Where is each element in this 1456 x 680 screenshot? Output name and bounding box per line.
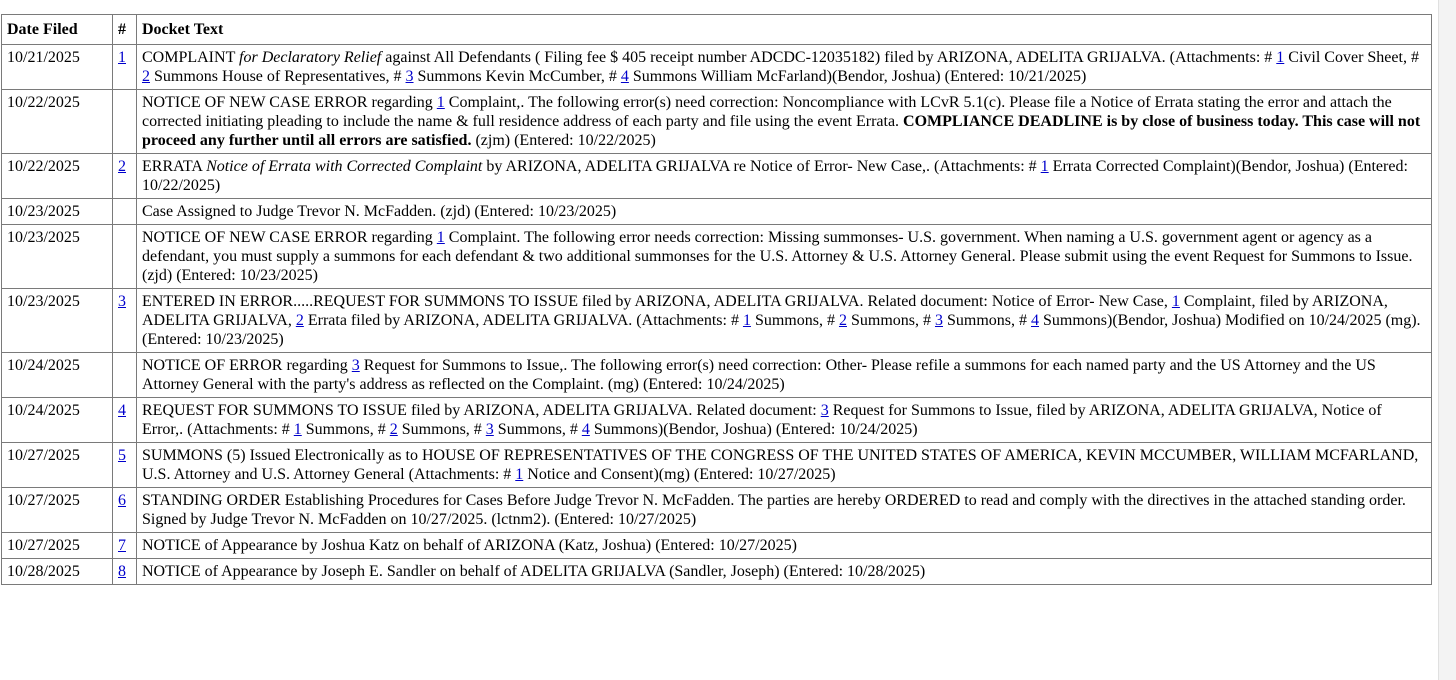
docket-entry-row — [2, 154, 1432, 199]
entry-date-filed: 10/27/2025 — [2, 533, 113, 559]
entry-number-cell — [113, 559, 137, 585]
docket-entry-row — [2, 533, 1432, 559]
vertical-scrollbar[interactable] — [1438, 0, 1456, 680]
attachment-link[interactable]: 1 — [742, 312, 751, 329]
document-number-link[interactable]: 1 — [118, 49, 126, 66]
entry-number-cell — [113, 154, 137, 199]
docket-text-fragment: Errata filed by ARIZONA, ADELITA GRIJALVA. (Attachments: # — [303, 312, 743, 329]
entry-date-filed: 10/21/2025 — [2, 45, 113, 90]
docket-text-fragment: Notice of Errata with Corrected Complaint — [206, 158, 483, 175]
attachment-link[interactable]: 2 — [838, 312, 847, 329]
docket-text-fragment: Summons, # — [397, 421, 486, 438]
entry-date-filed: 10/22/2025 — [2, 90, 113, 154]
docket-text-fragment: Summons Kevin McCumber, # — [413, 68, 621, 85]
docket-entry-row — [2, 225, 1432, 289]
entry-date-filed: 10/27/2025 — [2, 488, 113, 533]
attachment-link[interactable]: 1 — [1040, 158, 1049, 175]
attachment-link[interactable]: 2 — [295, 312, 304, 329]
entry-date-filed: 10/22/2025 — [2, 154, 113, 199]
docket-text-fragment: Complaint. The following error needs correction: Missing summonses- U.S. government. When naming a U.S. government agent or agency as a defendant, you must supply a summons for each defendant & two additional summonses for the U.S. Attorney & U.S. Attorney General. Please submit using the event Request for Summons to Issue. (zjd) (Entered: 10/23/2025) — [142, 229, 1413, 284]
docket-text-fragment: Summons)(Bendor, Joshua) (Entered: 10/24/2025) — [589, 421, 918, 438]
entry-docket-text — [137, 443, 1432, 488]
docket-text-fragment: Summons William McFarland)(Bendor, Joshua) (Entered: 10/21/2025) — [628, 68, 1087, 85]
docket-text-fragment: Summons)(Bendor, Joshua) Modified on 10/24/2025 (mg). (Entered: 10/23/2025) — [142, 312, 1421, 348]
docket-text-fragment: COMPLIANCE DEADLINE is by close of business today. This case will not proceed any further until all errors are satisfied. — [142, 113, 1421, 149]
entry-date-filed: 10/23/2025 — [2, 289, 113, 353]
docket-text-fragment: Summons, # — [301, 421, 390, 438]
attachment-link[interactable]: 2 — [142, 68, 150, 85]
docket-text-fragment: Request for Summons to Issue, filed by ARIZONA, ADELITA GRIJALVA, Notice of Error,. (Attachments: # — [142, 402, 1382, 438]
attachment-link[interactable]: 1 — [436, 229, 445, 246]
entry-docket-text — [137, 533, 1432, 559]
entry-number-cell — [113, 225, 137, 289]
entry-docket-text — [137, 90, 1432, 154]
docket-entry-row — [2, 45, 1432, 90]
document-number-link[interactable]: 2 — [118, 158, 126, 175]
docket-text-fragment: SUMMONS (5) Issued Electronically as to HOUSE OF REPRESENTATIVES OF THE CONGRESS OF THE UNITED STATES OF AMERICA, KEVIN MCCUMBER, WILLIAM MCFARLAND, U.S. Attorney and U.S. Attorney General (Attachments: # — [142, 447, 1419, 483]
entry-number-cell — [113, 199, 137, 225]
docket-text-fragment: against All Defendants ( Filing fee $ 405 receipt number ADCDC-12035182) filed by ARIZONA, ADELITA GRIJALVA. (Attachments: # — [381, 49, 1277, 66]
entry-date-filed: 10/23/2025 — [2, 199, 113, 225]
entry-number-cell — [113, 443, 137, 488]
attachment-link[interactable]: 3 — [934, 312, 943, 329]
docket-text-fragment: Complaint, filed by ARIZONA, ADELITA GRIJALVA, — [142, 293, 1388, 329]
document-number-link[interactable]: 3 — [118, 293, 126, 310]
attachment-link[interactable]: 3 — [405, 68, 414, 85]
attachment-link[interactable]: 3 — [351, 357, 360, 374]
docket-text-fragment: STANDING ORDER Establishing Procedures for Cases Before Judge Trevor N. McFadden. The parties are hereby ORDERED to read and comply with the directives in the attached standing order. Signed by Judge Trevor N. McFadden on 10/27/2025. (lctnm2). (Entered: 10/27/2025) — [142, 492, 1406, 528]
entry-docket-text — [137, 199, 1432, 225]
entry-date-filed: 10/28/2025 — [2, 559, 113, 585]
docket-text-fragment: Case Assigned to Judge Trevor N. McFadden. (zjd) (Entered: 10/23/2025) — [142, 203, 617, 220]
entry-number-cell — [113, 533, 137, 559]
attachment-link[interactable]: 1 — [293, 421, 302, 438]
docket-text-fragment: Civil Cover Sheet, # — [1284, 49, 1419, 66]
document-number-link[interactable]: 4 — [118, 402, 126, 419]
entry-docket-text — [137, 398, 1432, 443]
document-number-link[interactable]: 8 — [118, 563, 126, 580]
column-header-date-filed: Date Filed — [2, 15, 113, 45]
docket-text-fragment: Summons, # — [750, 312, 839, 329]
attachment-link[interactable]: 1 — [1276, 49, 1285, 66]
attachment-link[interactable]: 4 — [581, 421, 590, 438]
docket-text-fragment: NOTICE of Appearance by Joseph E. Sandler on behalf of ADELITA GRIJALVA (Sandler, Joseph) (Entered: 10/28/2025) — [142, 563, 926, 580]
docket-text-fragment: by ARIZONA, ADELITA GRIJALVA re Notice of Error- New Case,. (Attachments: # — [482, 158, 1041, 175]
entry-number-cell — [113, 398, 137, 443]
docket-text-fragment: Summons House of Representatives, # — [150, 68, 406, 85]
docket-entry-row — [2, 353, 1432, 398]
docket-text-fragment: Errata Corrected Complaint)(Bendor, Joshua) (Entered: 10/22/2025) — [142, 158, 1408, 194]
entry-number-cell — [113, 353, 137, 398]
document-number-link[interactable]: 6 — [118, 492, 126, 509]
docket-text-fragment: NOTICE OF ERROR regarding — [142, 357, 352, 374]
entry-docket-text — [137, 225, 1432, 289]
entry-docket-text — [137, 45, 1432, 90]
attachment-link[interactable]: 1 — [1171, 293, 1180, 310]
entry-docket-text — [137, 154, 1432, 199]
entry-number-cell — [113, 488, 137, 533]
attachment-link[interactable]: 1 — [436, 94, 445, 111]
docket-entry-row — [2, 488, 1432, 533]
entry-docket-text — [137, 289, 1432, 353]
entry-number-cell — [113, 90, 137, 154]
entry-date-filed: 10/24/2025 — [2, 353, 113, 398]
docket-text-fragment: NOTICE OF NEW CASE ERROR regarding — [142, 94, 437, 111]
attachment-link[interactable]: 3 — [485, 421, 494, 438]
entry-number-cell — [113, 289, 137, 353]
docket-text-fragment: Summons, # — [493, 421, 582, 438]
docket-text-fragment: ENTERED IN ERROR.....REQUEST FOR SUMMONS TO ISSUE filed by ARIZONA, ADELITA GRIJALVA. Related document: Notice of Error- New Case, — [142, 293, 1172, 310]
docket-entry-row — [2, 199, 1432, 225]
entry-date-filed: 10/23/2025 — [2, 225, 113, 289]
entry-date-filed: 10/24/2025 — [2, 398, 113, 443]
docket-text-fragment: for Declaratory Relief — [239, 49, 382, 66]
column-header-number: # — [113, 15, 137, 45]
docket-text-fragment: NOTICE OF NEW CASE ERROR regarding — [142, 229, 437, 246]
docket-entry-row — [2, 559, 1432, 585]
docket-entry-row — [2, 443, 1432, 488]
entry-docket-text — [137, 488, 1432, 533]
attachment-link[interactable]: 3 — [820, 402, 829, 419]
docket-entry-row — [2, 289, 1432, 353]
docket-text-fragment: Request for Summons to Issue,. The following error(s) need correction: Other- Please refile a summons for each named party and the US Attorney and the US Attorney General with the party's address as reflected on the Complaint. (mg) (Entered: 10/24/2025) — [142, 357, 1376, 393]
docket-entry-row — [2, 398, 1432, 443]
entry-docket-text — [137, 353, 1432, 398]
docket-text-fragment: Summons, # — [942, 312, 1031, 329]
document-number-link[interactable]: 5 — [118, 447, 126, 464]
docket-text-fragment: COMPLAINT — [142, 49, 240, 66]
entry-number-cell — [113, 45, 137, 90]
attachment-link[interactable]: 4 — [620, 68, 629, 85]
docket-text-fragment: (zjm) (Entered: 10/22/2025) — [471, 132, 656, 149]
docket-entries — [2, 45, 1432, 585]
docket-table — [1, 14, 1432, 585]
docket-text-fragment: Complaint,. The following error(s) need correction: Noncompliance with LCvR 5.1(c). Please file a Notice of Errata stating the error and attach the corrected initiating pleading to include the name & full residence address of each party and file using the event Errata. — [142, 94, 1392, 130]
docket-header-row — [2, 15, 1432, 45]
entry-date-filed: 10/27/2025 — [2, 443, 113, 488]
docket-entry-row — [2, 90, 1432, 154]
entry-docket-text — [137, 559, 1432, 585]
column-header-docket-text: Docket Text — [137, 15, 1432, 45]
attachment-link[interactable]: 4 — [1031, 312, 1039, 329]
docket-text-fragment: REQUEST FOR SUMMONS TO ISSUE filed by ARIZONA, ADELITA GRIJALVA. Related document: — [142, 402, 821, 419]
docket-text-fragment: Summons, # — [846, 312, 935, 329]
docket-text-fragment: Notice and Consent)(mg) (Entered: 10/27/2025) — [523, 466, 836, 483]
document-number-link[interactable]: 7 — [118, 537, 126, 554]
docket-text-fragment: NOTICE of Appearance by Joshua Katz on behalf of ARIZONA (Katz, Joshua) (Entered: 10/27/2025) — [142, 537, 797, 554]
docket-text-fragment: ERRATA — [142, 158, 207, 175]
attachment-link[interactable]: 2 — [389, 421, 398, 438]
attachment-link[interactable]: 1 — [515, 466, 524, 483]
